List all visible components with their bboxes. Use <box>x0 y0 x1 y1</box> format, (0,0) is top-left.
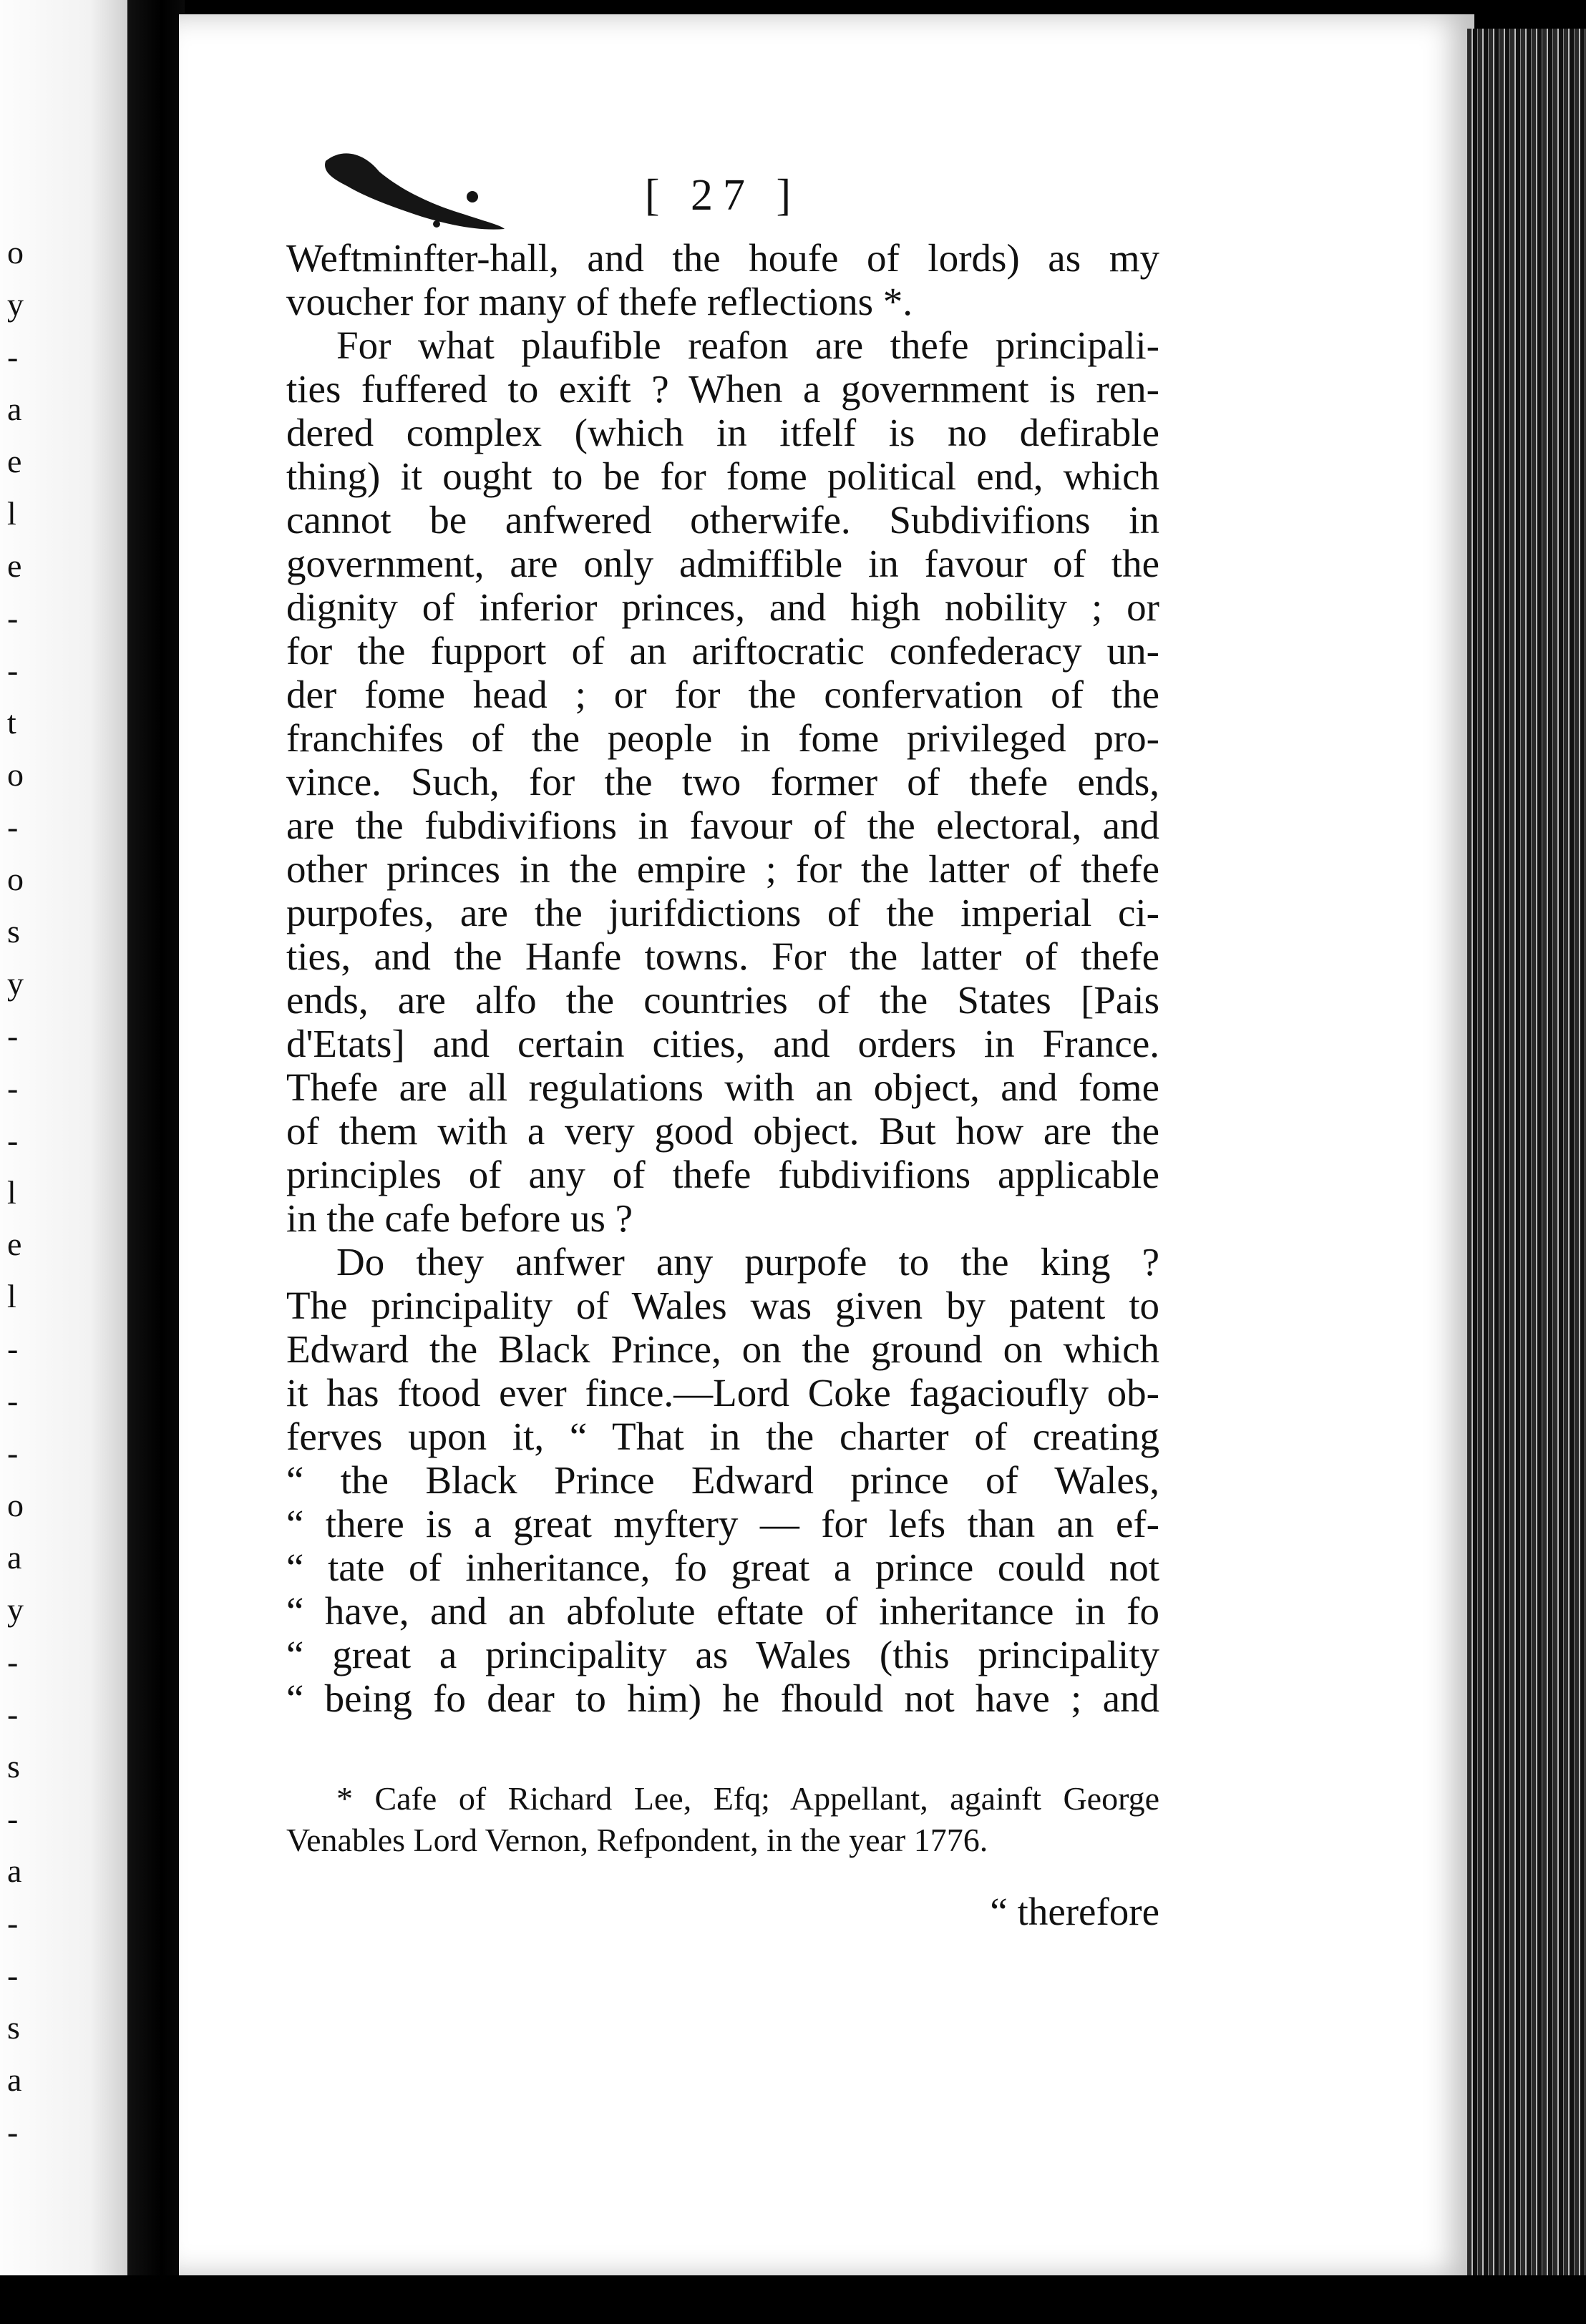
facing-page-glyph: o <box>7 234 24 270</box>
facing-page-glyph: a <box>7 1852 22 1890</box>
facing-page-glyph: - <box>7 1800 19 1837</box>
ink-smudge-icon <box>322 147 508 233</box>
facing-page-glyph: a <box>7 2061 22 2099</box>
body-text-line: ties, and the Hanfe towns. For the latter of thefe <box>286 934 1159 978</box>
facing-page-glyph: s <box>7 1748 20 1785</box>
facing-page-glyph: - <box>7 651 19 688</box>
body-text-line: are the fubdivifions in favour of the electoral, and <box>286 804 1159 847</box>
facing-page-glyph: - <box>7 1330 19 1367</box>
facing-page-glyph: - <box>7 338 19 375</box>
facing-page-glyph: e <box>7 442 22 479</box>
facing-page-glyph: - <box>7 1696 19 1733</box>
body-text <box>286 236 1159 1720</box>
facing-page-glyph: y <box>7 1591 24 1629</box>
body-text-line: thing) it ought to be for fome political end, which <box>286 454 1159 498</box>
facing-page-glyph: o <box>7 860 24 897</box>
body-text-line: The principality of Wales was given by patent to <box>286 1284 1159 1327</box>
body-text-line: other princes in the empire ; for the latter of thefe <box>286 847 1159 891</box>
body-text-line: vince. Such, for the two former of thefe ends, <box>286 760 1159 804</box>
body-text-line: “ great a principality as Wales (this principality <box>286 1633 1159 1676</box>
facing-page-glyph: y <box>7 965 24 1002</box>
facing-page-glyph: e <box>7 1226 22 1263</box>
body-text-line: “ being fo dear to him) he fhould not have ; and <box>286 1676 1159 1720</box>
body-text-line: cannot be anfwered otherwife. Subdivifions in <box>286 498 1159 542</box>
facing-page-glyph: s <box>7 912 20 949</box>
facing-page-glyph: - <box>7 2114 19 2151</box>
scan-border <box>0 2275 1586 2324</box>
facing-page-glyph: - <box>7 1957 19 1994</box>
book-gutter-shadow <box>127 0 185 2324</box>
facing-page-glyph: - <box>7 1382 19 1420</box>
catchword: “ therefore <box>990 1890 1159 1933</box>
body-text-line: voucher for many of thefe reflections *. <box>286 280 913 323</box>
facing-page-glyph: o <box>7 756 24 793</box>
footnote <box>286 1778 1159 1861</box>
footnote-line: * Cafe of Richard Lee, Efq; Appellant, againft George <box>336 1780 1159 1817</box>
body-text-line: der fome head ; or for the confervation of the <box>286 673 1159 716</box>
body-text-line: franchifes of the people in fome privileged pro- <box>286 716 1159 760</box>
body-text-line: dignity of inferior princes, and high nobility ; or <box>286 585 1159 629</box>
body-text-line: Do they anfwer any purpofe to the king ? <box>336 1240 1159 1284</box>
body-text-line: “ have, and an abfolute eftate of inheritance in fo <box>286 1589 1159 1633</box>
facing-page-glyph: - <box>7 1905 19 1942</box>
facing-page-glyph: - <box>7 1121 19 1158</box>
facing-page-glyph: - <box>7 808 19 845</box>
body-text-line: Edward the Black Prince, on the ground on which <box>286 1327 1159 1371</box>
facing-page-glyph: - <box>7 599 19 636</box>
facing-page-glyph: s <box>7 2009 20 2046</box>
facing-page-glyph: l <box>7 1278 16 1315</box>
body-text-line: government, are only admiffible in favour of the <box>286 542 1159 585</box>
page-number: [ 27 ] <box>644 171 802 220</box>
body-text-line: of them with a very good object. But how are the <box>286 1109 1159 1153</box>
facing-page-glyph: - <box>7 1435 19 1472</box>
facing-page-glyph: l <box>7 1173 16 1211</box>
facing-page-glyph: a <box>7 390 22 427</box>
body-text-line: “ there is a great myftery — for lefs than an ef- <box>286 1502 1159 1546</box>
facing-page-glyph: l <box>7 494 16 532</box>
facing-page-glyph: y <box>7 285 24 323</box>
body-text-line: purpofes, are the jurifdictions of the imperial ci- <box>286 891 1159 934</box>
facing-page-glyph: - <box>7 1017 19 1054</box>
facing-page-glyph: o <box>7 1487 24 1524</box>
body-text-line: it has ftood ever fince.—Lord Coke fagacioufly ob- <box>286 1371 1159 1415</box>
body-text-line: ties fuffered to exift ? When a government is ren- <box>286 367 1159 411</box>
page-block-edge <box>1467 29 1586 2290</box>
facing-page-glyph: - <box>7 1069 19 1106</box>
body-text-line: “ the Black Prince Edward prince of Wales, <box>286 1458 1159 1502</box>
body-text-line: dered complex (which in itfelf is no defirable <box>286 411 1159 454</box>
body-text-line: ends, are alfo the countries of the States [Pais <box>286 978 1159 1022</box>
body-text-line: principles of any of thefe fubdivifions applicable <box>286 1153 1159 1196</box>
body-text-line: For what plaufible reafon are thefe principali- <box>336 323 1159 367</box>
body-text-line: Weftminfter-hall, and the houfe of lords) as my <box>286 236 1159 280</box>
facing-page-glyph: e <box>7 547 22 584</box>
body-text-line: for the fupport of an ariftocratic confederacy un- <box>286 629 1159 673</box>
body-text-line: ferves upon it, “ That in the charter of creating <box>286 1415 1159 1458</box>
body-text-line: Thefe are all regulations with an object, and fome <box>286 1065 1159 1109</box>
body-text-line: “ tate of inheritance, fo great a prince could not <box>286 1546 1159 1589</box>
facing-page-glyph: a <box>7 1539 22 1576</box>
body-text-line: d'Etats] and certain cities, and orders in France. <box>286 1022 1159 1065</box>
facing-page-glyph: - <box>7 1644 19 1681</box>
facing-page-glyph: t <box>7 703 16 741</box>
footnote-line: Venables Lord Vernon, Refpondent, in the year 1776. <box>286 1822 988 1858</box>
body-text-line: in the cafe before us ? <box>286 1196 633 1240</box>
